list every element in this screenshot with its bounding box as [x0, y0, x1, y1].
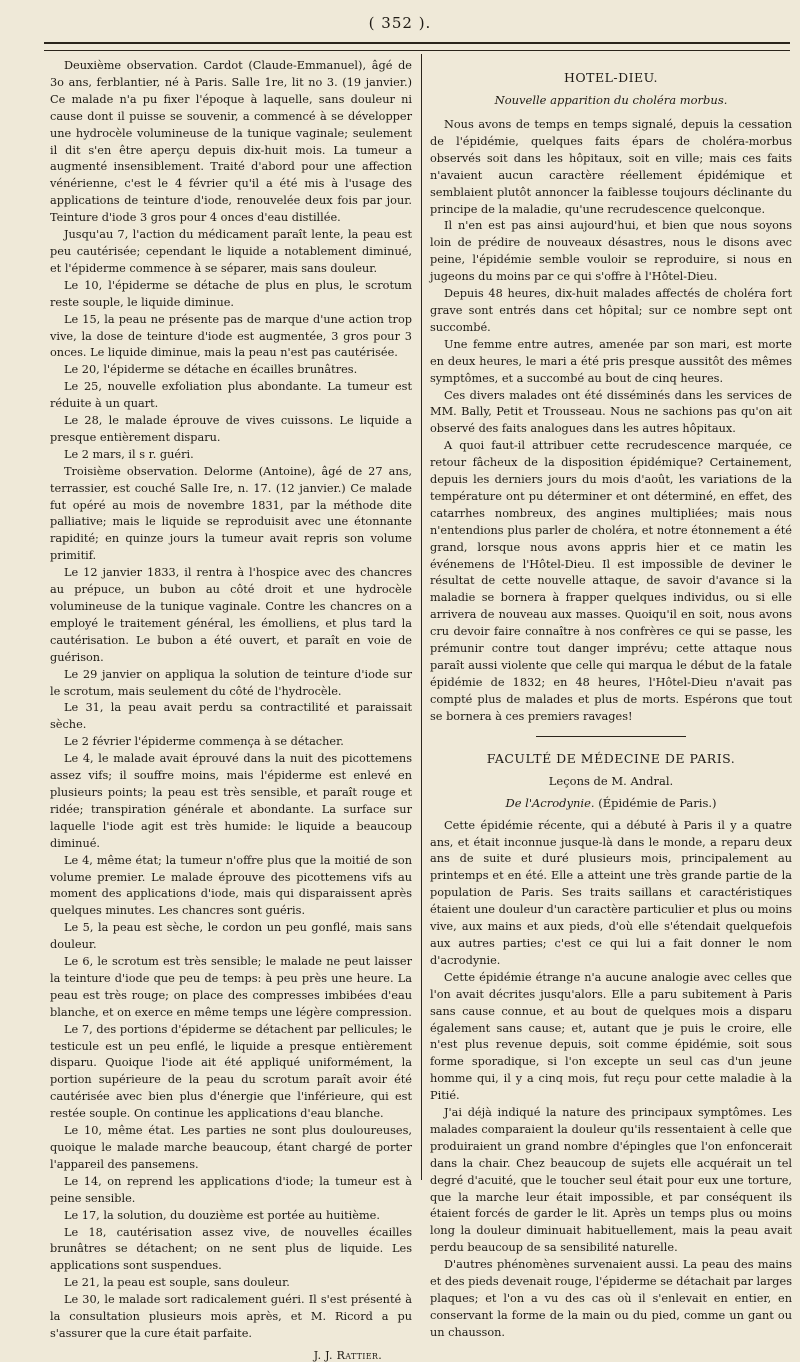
- paragraph: Le 6, le scrotum est très sensible; le malade ne peut laisser la teinture d'iode que peu de temps: à peu près une heure. La peau est très rouge; on place des compresses imbibées d'eau blanche, et on exerce en même temps une légère compression.: [50, 955, 412, 1019]
- paragraph: Troisième observation. Delorme (Antoine), âgé de 27 ans, terrassier, est couché Salle Ire, n. 17. (12 janvier.) Ce malade fut opéré au mois de novembre 1831, par la méthode dite palliative; mais le liquide se reproduisit avec une étonnante rapidité; en quinze jours la tumeur avait repris son volume primitif.: [50, 464, 412, 563]
- page-number: ( 352 ).: [368, 14, 432, 32]
- column-divider: [421, 54, 422, 1180]
- paragraph: Le 17, la solution, du douzième est portée au huitième.: [64, 1208, 380, 1222]
- paragraph: Le 2 mars, il s r. guéri.: [64, 447, 194, 461]
- paragraph: Le 10, l'épiderme se détache de plus en plus, le scrotum reste souple, le liquide diminue.: [50, 278, 412, 309]
- paragraph: Le 14, on reprend les applications d'iode; la tumeur est à peine sensible.: [50, 1174, 412, 1205]
- section-divider: [536, 736, 686, 737]
- paragraph: J'ai déjà indiqué la nature des principaux symptômes. Les malades comparaient la douleur qu'ils ressentaient à celle que produiraient un grand nombre d'épingles que l'on enfoncerait dans la chair. Chez beaucoup de sujets elle acquérait un tel degré d'acuité, que le toucher seul était pour eux une torture, que la marche leur était impossible, et par conséquent ils étaient forcés de garder le lit. Après un temps plus ou moins long la douleur diminuait habituellement, mais la peau avait perdu beaucoup de sa sensibilité naturelle.: [430, 1106, 792, 1255]
- paragraph: Nous avons de temps en temps signalé, depuis la cessation de l'épidémie, quelques faits épars de choléra-morbus observés soit dans les hôpitaux, soit en ville; mais ces faits n'avaient aucun caractère réellement épidémique et semblaient plutôt annoncer la faiblesse toujours déclinante du principe de la maladie, qu'une recrudescence quelconque.: [430, 118, 792, 216]
- paragraph: Le 31, la peau avait perdu sa contractilité et paraissait sèche.: [50, 701, 412, 732]
- section-title-hotel-dieu: HOTEL-DIEU.: [563, 70, 659, 85]
- paragraph: Le 15, la peau ne présente pas de marque d'une action trop vive, la dose de teinture d'iode est augmentée, 3 gros pour 3 onces. Le liquide diminue, mais la peau n'est pas cautérisée.: [50, 312, 412, 360]
- paragraph: D'autres phénomènes survenaient aussi. La peau des mains et des pieds devenait rouge, l'épiderme se détachait par larges plaques; et l'on a vu des cas où il s'enlevait en entier, en conservant la forme de la main ou du pied, comme un gant ou un chausson.: [430, 1258, 792, 1339]
- paragraph: Le 29 janvier on appliqua la solution de teinture d'iode sur le scrotum, mais seulement du côté de l'hydrocèle.: [50, 667, 412, 698]
- paragraph: Cette épidémie récente, qui a débuté à Paris il y a quatre ans, et était inconnue jusque-là dans le monde, a reparu deux ans de suite et duré plusieurs mois, principalement au printemps et en été. Elle a atteint une très grande partie de la population de Paris. Ses traits saillans et caractéristiques étaient une douleur d'un caractère particulier et plus ou moins vive, aux mains et aux pieds, d'où elle s'étendait quelquefois aux autres parties; c'est ce qui lui a fait donner le nom d'acrodynie.: [430, 818, 792, 967]
- lecture-subject: [430, 796, 792, 810]
- paragraph: Le 2 février l'épiderme commença à se détacher.: [64, 735, 344, 749]
- paragraph: Le 12 janvier 1833, il rentra à l'hospice avec des chancres au prépuce, un bubon au côté droit et une hydrocèle volumineuse de la tunique vaginale. Contre les chancres on a employé le traitement général, les émolliens, et plus tard la cautérisation. Le bubon a été ouvert, et paraît en voie de guérison.: [50, 566, 412, 664]
- author-signature: J. J. Rattier.: [313, 1348, 382, 1362]
- right-column: [430, 58, 792, 1339]
- paragraph: Depuis 48 heures, dix-huit malades affectés de choléra fort grave sont entrés dans cet hôpital; sur ce nombre sept ont succombé.: [430, 287, 792, 334]
- paragraph: Jusqu'au 7, l'action du médicament paraît lente, la peau est peu cautérisée; cependant le liquide a notablement diminué, et l'épiderme commence à se séparer, mais sans douleur.: [50, 228, 412, 275]
- lecture-subject-italic: De l'Acrodynie.: [505, 795, 595, 810]
- lecture-heading: Leçons de M. Andral.: [548, 773, 674, 788]
- paragraph: Le 28, le malade éprouve de vives cuissons. Le liquide a presque entièrement disparu.: [50, 414, 412, 444]
- paragraph: Cette épidémie étrange n'a aucune analogie avec celles que l'on avait décrites jusqu'alors. Elle a paru subitement à Paris sans cause connue, et au bout de quelques mois a disparu également sans cause; et, autant que je puis le croire, elle n'est plus revenue depuis, soit comme épidémie, soit sous forme sporadique, si l'on excepte un seul cas d'un jeune homme qui, il y a cinq mois, fut reçu pour cette maladie à la Pitié.: [430, 970, 792, 1103]
- paragraph: Il n'en est pas ainsi aujourd'hui, et bien que nous soyons loin de prédire de nouveaux désastres, nous le disons avec peine, l'épidémie semble vouloir se reproduire, si nous en jugeons du moins par ce qui s'offre à l'Hôtel-Dieu.: [430, 219, 792, 284]
- paragraph: Le 5, la peau est sèche, le cordon un peu gonflé, mais sans douleur.: [50, 921, 412, 952]
- paragraph: Le 25, nouvelle exfoliation plus abondante. La tumeur est réduite à un quart.: [50, 380, 412, 411]
- paragraph: Deuxième observation. Cardot (Claude-Emmanuel), âgé de 3o ans, ferblantier, né à Paris. Salle 1re, lit no 3. (19 janvier.) Ce malade n'a pu fixer l'époque à laquelle, sans douleur ni cause dont il puisse se souvenir, a commencé à se développer une hydrocèle volumineuse de la tunique vaginale; seulement il dit s'en être aperçu depuis dix-huit mois. La tumeur a augmenté insensiblement. Traité d'abord pour une affection vénérienne, c'est le 4 février qu'il a été mis à l'usage des applications de teinture d'iode, renouvelée deux fois par jour. Teinture d'iode 3 gros pour 4 onces d'eau distillée.: [50, 59, 412, 225]
- paragraph: Le 21, la peau est souple, sans douleur.: [64, 1276, 290, 1290]
- paragraph: A quoi faut-il attribuer cette recrudescence marquée, ce retour fâcheux de la disposition épidémique? Certainement, depuis les derniers jours du mois d'août, les variations de la température ont pu déterminer et ont déterminé, en effet, des catarrhes nombreux, des angines multipliées; mais nous n'entendions plus parler de choléra, et notre étonnement a été grand, lorsque nous avons appris hier et ce matin les événemens de l'Hôtel-Dieu. Il est impossible de deviner le résultat de cette nouvelle attaque, de savoir d'avance si la maladie se bornera à frapper quelques individus, ou si elle arrivera de nouveau aux masses. Quoiqu'il en soit, nous avons cru devoir faire connaître à nos confrères ce qui se passe, les prémunir contre tout danger imprévu; cette attaque nous paraît aussi violente que celle qui marqua le début de la fatale épidémie de 1832; en 48 heures, l'Hôtel-Dieu n'avait pas compté plus de malades et plus de morts. Espérons que tout se bornera à ces premiers ravages!: [430, 439, 792, 723]
- section-title-faculte: FACULTÉ DE MÉDECINE DE PARIS.: [486, 750, 736, 766]
- section-subtitle-cholera: Nouvelle apparition du choléra morbus.: [494, 93, 728, 107]
- paragraph: Une femme entre autres, amenée par son mari, est morte en deux heures, le mari a été pris presque aussitôt des mêmes symptômes, et a succombé au bout de cinq heures.: [430, 337, 792, 385]
- lecture-subject-roman: (Épidémie de Paris.): [594, 795, 717, 810]
- paragraph: Le 7, des portions d'épiderme se détachent par pellicules; le testicule est un peu enflé, le liquide a presque entièrement disparu. Quoique l'iode ait été appliqué uniformément, la portion supérieure de la peau du scrotum paraît avoir été cautérisée avec bien plus d'énergie que l'inférieure, qui est restée souple. On continue les applications d'eau blanche.: [50, 1022, 412, 1121]
- paragraph: Le 18, cautérisation assez vive, de nouvelles écailles brunâtres se détachent; on ne sent plus de liquide. Les applications sont suspendues.: [50, 1225, 412, 1273]
- paragraph: Le 4, le malade avait éprouvé dans la nuit des picottemens assez vifs; il souffre moins, mais l'épiderme est enlevé en plusieurs points; la peau est très sensible, et paraît rouge et ridée; transpiration générale et abondante. La surface sur laquelle l'iode agit est très humide: le liquide a beaucoup diminué.: [50, 752, 412, 850]
- header-rule: [44, 42, 790, 51]
- paragraph: Le 30, le malade sort radicalement guéri. Il s'est présenté à la consultation plusieurs mois après, et M. Ricord a pu s'assurer que la cure était parfaite.: [50, 1293, 412, 1340]
- paragraph: Le 4, même état; la tumeur n'offre plus que la moitié de son volume premier. Le malade éprouve des picottemens vifs au moment des applications d'iode, mais qui disparaissent après quelques minutes. Les chancres sont guéris.: [50, 853, 412, 918]
- left-column: [50, 58, 412, 1362]
- paragraph: Le 10, même état. Les parties ne sont plus douloureuses, quoique le malade marche beaucoup, étant chargé de porter l'appareil des pansemens.: [50, 1124, 412, 1171]
- paragraph: Ces divers malades ont été disséminés dans les services de MM. Bally, Petit et Trousseau. Nous ne sachions pas qu'on ait observé des faits analogues dans les autres hôpitaux.: [430, 388, 792, 436]
- paragraph: Le 20, l'épiderme se détache en écailles brunâtres.: [64, 363, 358, 377]
